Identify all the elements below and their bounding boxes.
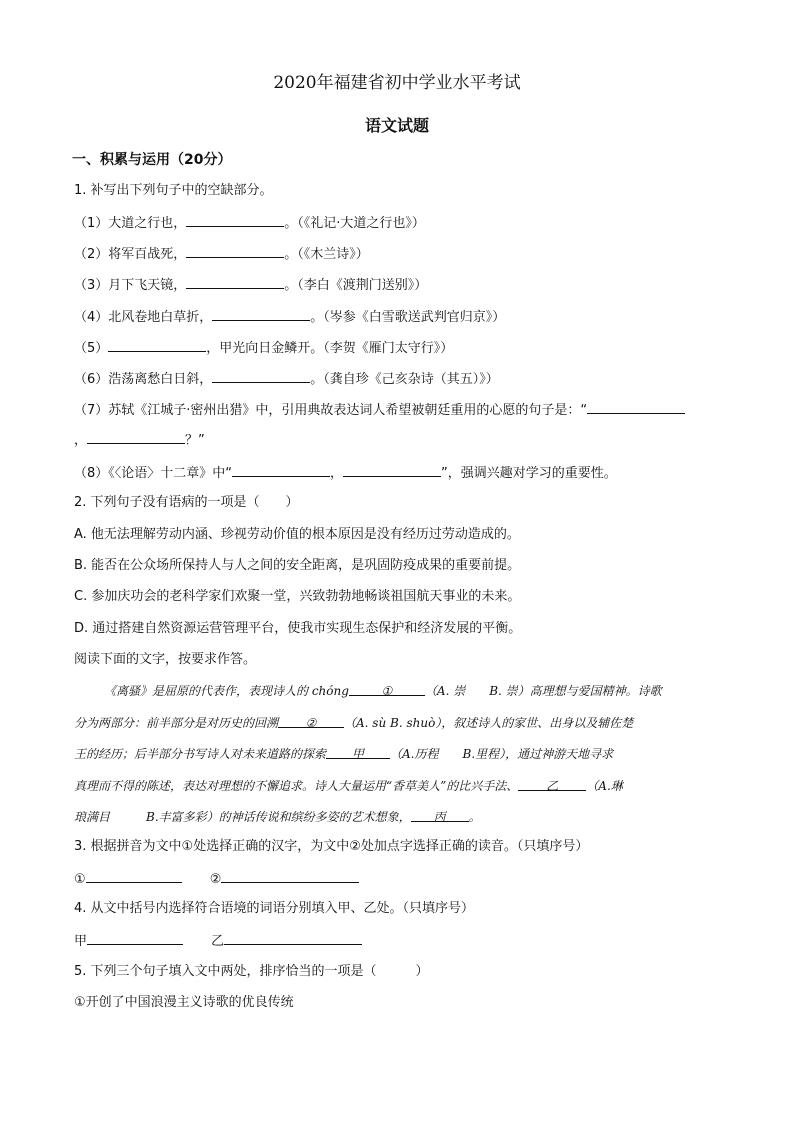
- question-1-line-4: [74, 306, 505, 328]
- answer-blank[interactable]: [186, 274, 284, 289]
- line-text: （2）将军百战死，: [74, 247, 187, 262]
- passage-text: （A. sù B. shuò），叙述诗人的家世、出身以及辅佐楚: [344, 716, 634, 730]
- question-4-answers: [74, 930, 362, 952]
- line-text: 。（龚自珍《己亥杂诗（其五）》）: [310, 372, 499, 387]
- line-text: ，甲光向日金鳞开。（李贺《雁门太守行》）: [206, 341, 454, 356]
- reading-intro: 阅读下面的文字，按要求作答。: [74, 652, 257, 667]
- line-text: （7）苏轼《江城子·密州出猎》中，引用典故表达词人希望被朝廷重用的心愿的句子是：“: [74, 403, 588, 418]
- passage-text: 分为两部分：前半部分是对历史的回溯: [74, 716, 279, 730]
- question-2-stem: 2. 下列句子没有语病的一项是（ ）: [74, 495, 299, 510]
- passage-text: 《离骚》是屈原的代表作，表现诗人的 chóng: [104, 684, 349, 698]
- answer-blank[interactable]: [87, 930, 183, 945]
- passage-text: （A.历程 B.里程），通过神游天地寻求: [390, 747, 614, 761]
- answer-blank[interactable]: [221, 868, 359, 883]
- question-3-answers: [74, 868, 359, 890]
- answer-label: ②: [209, 872, 222, 887]
- answer-blank[interactable]: 丙: [411, 807, 469, 822]
- line-text: （3）月下飞天镜，: [74, 278, 187, 293]
- answer-blank[interactable]: [186, 243, 284, 258]
- passage-text: 王的经历；后半部分书写诗人对未来道路的探索: [74, 747, 327, 761]
- question-1-line-3: [74, 274, 427, 296]
- exam-title: 2020年福建省初中学业水平考试: [273, 73, 521, 93]
- answer-blank[interactable]: [343, 462, 441, 477]
- answer-blank[interactable]: ②: [278, 713, 344, 728]
- passage-line-3: [74, 744, 613, 764]
- question-5-sentence-1: ①开创了中国浪漫主义诗歌的优良传统: [74, 995, 294, 1010]
- answer-label: ①: [74, 872, 86, 887]
- option-a: A. 他无法理解劳动内涵、珍视劳动价值的根本原因是没有经历过劳动造成的。: [74, 527, 520, 542]
- answer-blank[interactable]: [86, 868, 182, 883]
- answer-blank[interactable]: 乙: [518, 776, 586, 791]
- passage-text: 真理而不得的陈述，表达对理想的不懈追求。诗人大量运用“香草美人”的比兴手法、: [74, 779, 519, 793]
- line-text: （6）浩荡离愁白日斜，: [74, 372, 213, 387]
- line-text: （5）: [74, 341, 109, 356]
- line-text: ”，强调兴趣对学习的重要性。: [441, 466, 617, 481]
- passage-line-1: [104, 681, 662, 701]
- passage-text: 琅满目 B.丰富多彩）的神话传说和缤纷多姿的艺术想象，: [74, 810, 411, 824]
- question-1-stem: 1. 补写出下列句子中的空缺部分。: [74, 183, 273, 198]
- section-heading: 一、积累与运用（20分）: [72, 152, 232, 168]
- passage-line-4: [74, 776, 623, 796]
- question-1-line-7-cont: [74, 429, 205, 451]
- answer-blank[interactable]: [232, 462, 330, 477]
- answer-blank[interactable]: [108, 337, 206, 352]
- question-5-stem: 5. 下列三个句子填入文中两处，排序恰当的一项是（ ）: [74, 964, 429, 979]
- question-1-line-2: [74, 243, 369, 265]
- line-text: ，: [330, 466, 344, 481]
- line-text: 。（李白《渡荆门送别》）: [284, 278, 428, 293]
- answer-blank[interactable]: [212, 306, 310, 321]
- passage-line-2: [74, 713, 633, 733]
- answer-blank[interactable]: [186, 212, 284, 227]
- question-1-line-8: [74, 462, 617, 484]
- passage-line-5: [74, 807, 481, 827]
- passage-text: （A.琳: [586, 779, 623, 793]
- line-text: ？”: [185, 433, 205, 448]
- question-4-stem: 4. 从文中括号内选择符合语境的词语分别填入甲、乙处。（只填序号）: [74, 901, 475, 916]
- answer-blank[interactable]: [224, 930, 362, 945]
- answer-label: 甲: [74, 934, 88, 949]
- option-d: D. 通过搭建自然资源运营管理平台，使我市实现生态保护和经济发展的平衡。: [74, 621, 522, 636]
- line-text: 。（岑参《白雪歌送武判官归京》）: [310, 310, 506, 325]
- answer-blank[interactable]: 甲: [326, 744, 390, 759]
- line-text: 。（《礼记·大道之行也》）: [284, 216, 425, 231]
- question-1-line-7: [74, 399, 685, 421]
- option-b: B. 能否在公众场所保持人与人之间的安全距离，是巩固防疫成果的重要前提。: [74, 558, 521, 573]
- question-1-line-1: [74, 212, 425, 234]
- exam-subtitle: 语文试题: [364, 116, 429, 135]
- line-text: （1）大道之行也，: [74, 216, 187, 231]
- answer-blank[interactable]: [212, 368, 310, 383]
- line-text: ，: [74, 433, 88, 448]
- question-1-line-5: [74, 337, 453, 359]
- line-text: （8）《〈论语〉十二章》中“: [74, 466, 233, 481]
- line-text: （4）北风卷地白草折，: [74, 310, 213, 325]
- line-text: 。（《木兰诗》）: [284, 247, 369, 262]
- question-3-stem: 3. 根据拼音为文中①处选择正确的汉字，为文中②处加点字选择正确的读音。（只填序号）: [74, 839, 589, 854]
- passage-text: 。: [468, 810, 481, 824]
- answer-blank[interactable]: [87, 429, 185, 444]
- passage-text: （A. 崇 B. 崇）高理想与爱国精神。诗歌: [424, 684, 662, 698]
- option-c: C. 参加庆功会的老科学家们欢聚一堂，兴致勃勃地畅谈祖国航天事业的未来。: [74, 589, 521, 604]
- answer-blank[interactable]: ①: [349, 681, 425, 696]
- question-1-line-6: [74, 368, 499, 390]
- answer-blank[interactable]: [587, 399, 685, 414]
- answer-label: 乙: [211, 934, 225, 949]
